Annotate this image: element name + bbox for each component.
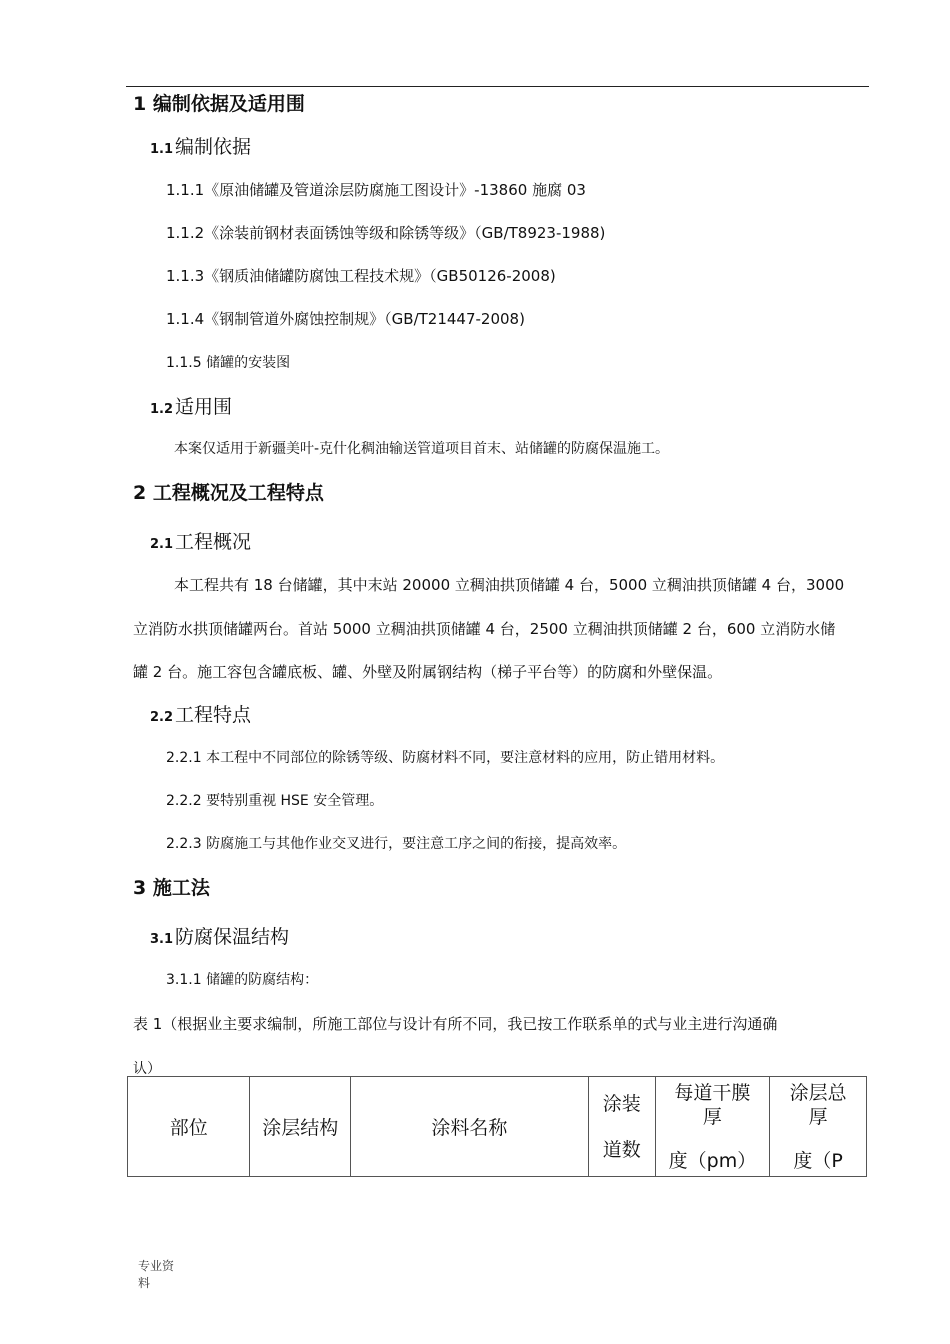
overview-line: 罐 2 台。施工容包含罐底板、罐、外壁及附属钢结构（梯子平台等）的防腐和外壁保温。	[133, 663, 723, 681]
section-title: 防腐保温结构	[175, 926, 290, 948]
section-2-2-heading	[150, 700, 251, 727]
basis-item: 1.1.5 储罐的安装图	[166, 355, 291, 371]
section-title: 编制依据	[175, 136, 252, 158]
overview-line: 本工程共有 18 台储罐，其中末站 20000 立稠油拱顶储罐 4 台，5000 立稠油拱顶储罐 4 台，3000	[174, 576, 845, 594]
scope-paragraph: 本案仅适用于新疆美叶-克什化稠油输送管道项目首末、站储罐的防腐保温施工。	[174, 441, 670, 457]
header-total-line2: 度（P	[793, 1149, 843, 1172]
header-total-top	[790, 1081, 847, 1129]
overview-line: 立消防水拱顶储罐两台。首站 5000 立稠油拱顶储罐 4 台，2500 立稠油拱顶储罐 2 台，600 立消防水储	[133, 620, 836, 638]
section-1-1-heading	[150, 132, 251, 159]
section-2-1-heading	[150, 527, 251, 554]
header-total-line1: 涂层总	[789, 1081, 847, 1104]
header-part: 部位	[128, 1077, 250, 1177]
header-dft-line1: 每道干膜	[674, 1081, 751, 1104]
footer-line-1: 专业资	[138, 1259, 175, 1273]
header-dft-line1b: 厚	[702, 1105, 722, 1128]
feature-item: 2.2.3 防腐施工与其他作业交叉进行，要注意工序之间的衔接，提高效率。	[166, 836, 627, 852]
section-number: 3.1	[150, 932, 174, 947]
subsection-3-1-1: 3.1.1 储罐的防腐结构：	[166, 972, 319, 988]
footer-watermark	[138, 1258, 174, 1292]
table-header-row	[128, 1077, 867, 1177]
basis-item: 1.1.4《钢制管道外腐蚀控制规》（GB/T21447-2008)	[166, 310, 525, 328]
section-number: 1.1	[150, 142, 174, 157]
basis-item: 1.1.3《钢质油储罐防腐蚀工程技术规》（GB50126-2008)	[166, 267, 556, 285]
section-number: 2.1	[150, 537, 174, 552]
section-number: 1.2	[150, 402, 174, 417]
header-coats-text	[589, 1081, 655, 1173]
header-total-text	[770, 1081, 866, 1173]
basis-item: 1.1.1《原油储罐及管道涂层防腐施工图设计》-13860 施腐 03	[166, 181, 586, 199]
section-1-2-heading	[150, 392, 232, 419]
header-material: 涂料名称	[351, 1077, 589, 1177]
header-rule	[126, 86, 869, 87]
section-number: 2.2	[150, 710, 174, 725]
basis-item: 1.1.2《涂装前钢材表面锈蚀等级和除锈等级》（GB/T8923-1988)	[166, 224, 606, 242]
header-coats-line2: 道数	[602, 1138, 641, 1161]
header-structure: 涂层结构	[250, 1077, 351, 1177]
header-dry-film-thickness	[655, 1077, 770, 1177]
section-3-1-heading	[150, 922, 289, 949]
header-dft-top	[674, 1081, 750, 1129]
header-coats-line1: 涂装	[602, 1092, 641, 1115]
section-1-heading: 1 编制依据及适用围	[133, 93, 305, 115]
table-note-continued: 认）	[133, 1061, 161, 1077]
section-title: 适用围	[175, 396, 233, 418]
section-title: 工程概况	[175, 531, 252, 553]
header-coats	[588, 1077, 655, 1177]
header-total-thickness	[770, 1077, 867, 1177]
header-dft-text	[656, 1081, 770, 1173]
table-note: 表 1（根据业主要求编制，所施工部位与设计有所不同，我已按工作联系单的式与业主进行沟通确	[133, 1015, 778, 1033]
section-3-heading: 3 施工法	[133, 877, 210, 899]
header-dft-line2: 度（pm）	[668, 1149, 757, 1172]
feature-item: 2.2.1 本工程中不同部位的除锈等级、防腐材料不同，要注意材料的应用，防止错用材料。	[166, 750, 725, 766]
header-total-line1b: 厚	[808, 1105, 828, 1128]
section-title: 工程特点	[175, 704, 252, 726]
section-2-heading: 2 工程概况及工程特点	[133, 482, 324, 504]
coating-structure-table	[127, 1076, 867, 1177]
feature-item: 2.2.2 要特别重视 HSE 安全管理。	[166, 793, 384, 809]
footer-line-2: 料	[138, 1276, 151, 1290]
